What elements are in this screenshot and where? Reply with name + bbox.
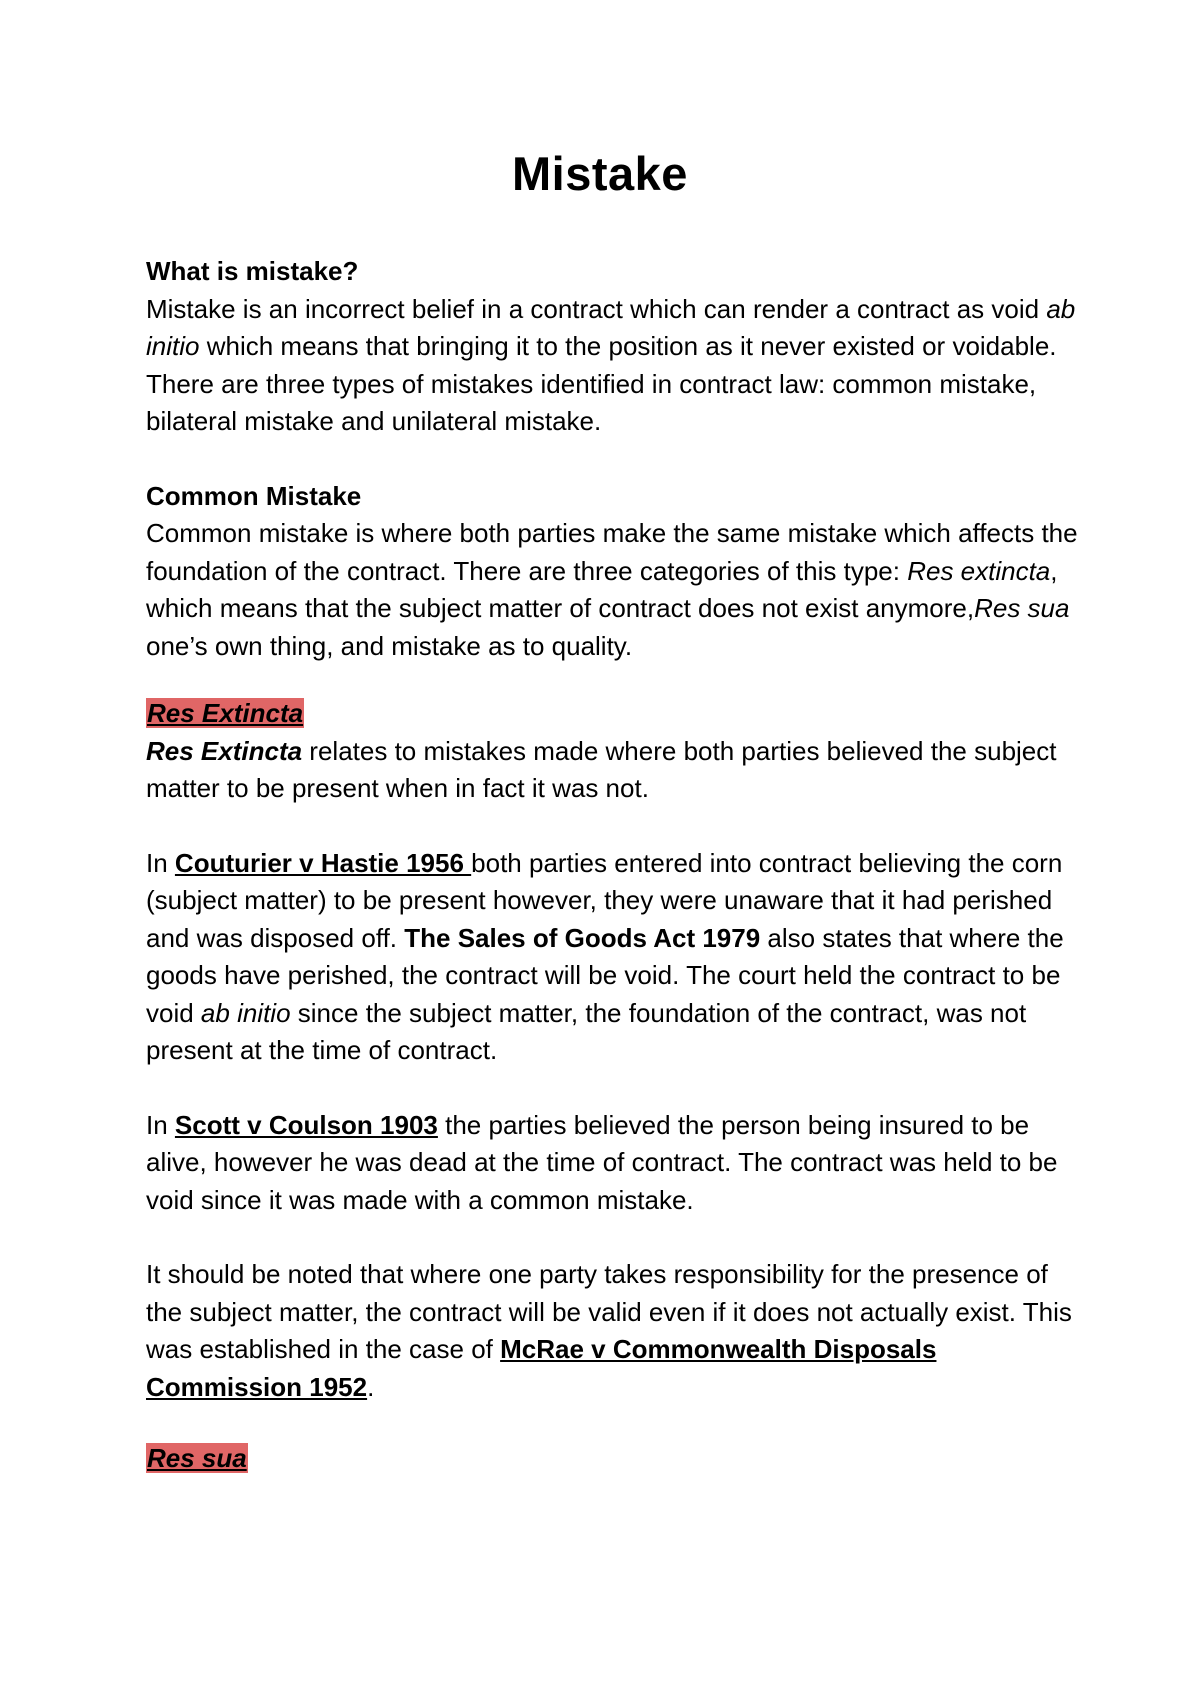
page-title: Mistake (512, 147, 688, 200)
document-body (146, 253, 1086, 1478)
res-extincta-paragraph: Res Extincta relates to mistakes made where both parties believed the subject matter to be present when in fact it was not. (146, 735, 1057, 803)
intro-paragraph: Mistake is an incorrect belief in a contract which can render a contract as void ab initio which means that bringing it to the position as it never existed or voidable. There are three types of mistakes identified in contract law: common mistake, bilateral mistake and unilateral mistake. (146, 293, 1076, 436)
scott-paragraph: In Scott v Coulson 1903 the parties believed the person being insured to be alive, however he was dead at the time of contract. The contract was held to be void since it was made with a common mistake. (146, 1109, 1058, 1215)
section-heading-res-extincta: Res Extincta (147, 698, 304, 728)
common-mistake-paragraph: Common mistake is where both parties make the same mistake which affects the foundation of the contract. There are three categories of this type: Res extincta, which means that the subject matter of contract does not exist anymore,Res sua one’s own thing, and mistake as to quality. (146, 518, 1078, 661)
section-heading-what-is-mistake: What is mistake? (146, 256, 359, 286)
case-couturier-v-hastie: Couturier v Hastie 1956 (174, 847, 472, 878)
section-heading-res-sua: Res sua (147, 1443, 247, 1473)
case-mcrae: McRae v Commonwealth Disposals Commission 1952 (146, 1334, 937, 1402)
sales-of-goods-act: The Sales of Goods Act 1979 (404, 922, 761, 953)
mcrae-paragraph: It should be noted that where one party takes responsibility for the presence of the subject matter, the contract will be valid even if it does not actually exist. This was established in the case of McRae v Commonwealth Disposals Commission 1952. (146, 1259, 1072, 1402)
couturier-paragraph: In Couturier v Hastie 1956 both parties entered into contract believing the corn (subject matter) to be present however, they were unaware that it had perished and was disposed off. The Sales of Goods Act 1979 also states that where the goods have perished, the contract will be void. The court held the contract to be void ab initio since the subject matter, the foundation of the contract, was not present at the time of contract. (146, 847, 1064, 1065)
case-scott-v-coulson: Scott v Coulson 1903 (174, 1109, 438, 1140)
section-heading-common-mistake: Common Mistake (146, 480, 362, 511)
